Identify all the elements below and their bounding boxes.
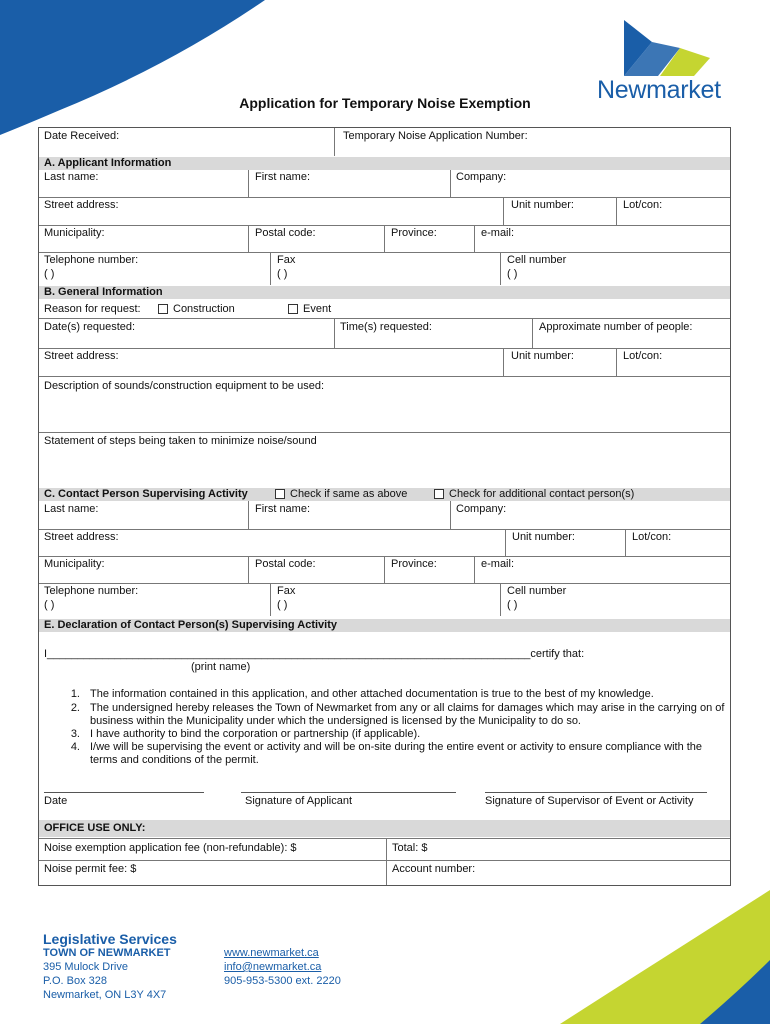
a-email-label: e-mail: bbox=[481, 227, 515, 239]
times-requested-label: Time(s) requested: bbox=[340, 321, 432, 333]
c-telephone-paren: ( ) bbox=[44, 599, 55, 611]
c-province-field[interactable] bbox=[391, 570, 471, 582]
c-province-label: Province: bbox=[391, 558, 437, 570]
c-postal-code-label: Postal code: bbox=[255, 558, 316, 570]
a-province-field[interactable] bbox=[391, 239, 471, 251]
c-telephone-field[interactable] bbox=[84, 599, 264, 611]
b-street-address-field[interactable] bbox=[44, 363, 499, 375]
a-street-address-label: Street address: bbox=[44, 199, 119, 211]
a-cell-label: Cell number bbox=[507, 254, 567, 266]
a-last-name-field[interactable] bbox=[44, 184, 244, 196]
a-lot-con-label: Lot/con: bbox=[623, 199, 663, 211]
a-street-address-field[interactable] bbox=[44, 212, 499, 224]
footer-town: TOWN OF NEWMARKET bbox=[43, 947, 171, 959]
footer-email-link[interactable]: info@newmarket.ca bbox=[224, 961, 322, 973]
a-telephone-field[interactable] bbox=[84, 268, 264, 280]
a-unit-number-label: Unit number: bbox=[511, 199, 574, 211]
a-unit-number-field[interactable] bbox=[510, 212, 612, 224]
a-fax-field[interactable] bbox=[317, 268, 495, 280]
a-telephone-label: Telephone number: bbox=[44, 254, 139, 266]
date-signature-line[interactable] bbox=[44, 792, 204, 793]
a-fax-label: Fax bbox=[277, 254, 296, 266]
c-unit-number-label: Unit number: bbox=[512, 531, 575, 543]
c-lot-con-label: Lot/con: bbox=[632, 531, 672, 543]
footer-address-line: P.O. Box 328 bbox=[43, 975, 108, 987]
c-unit-number-field[interactable] bbox=[512, 543, 620, 555]
total-label: Total: $ bbox=[392, 842, 428, 854]
c-cell-paren: ( ) bbox=[507, 599, 518, 611]
a-email-field[interactable] bbox=[520, 227, 725, 239]
people-label: Approximate number of people: bbox=[539, 321, 693, 333]
print-name-field[interactable] bbox=[60, 646, 540, 658]
c-first-name-field[interactable] bbox=[255, 516, 445, 528]
application-number-label: Temporary Noise Application Number: bbox=[343, 130, 528, 142]
people-field[interactable] bbox=[539, 334, 726, 346]
a-first-name-field[interactable] bbox=[255, 184, 445, 196]
additional-contact-checkbox[interactable] bbox=[434, 489, 444, 499]
b-lot-con-field[interactable] bbox=[622, 363, 726, 375]
certify-line: I_______________________________________________________________________________certify that: bbox=[44, 648, 585, 660]
print-name-caption: (print name) bbox=[191, 661, 251, 673]
application-number-field[interactable] bbox=[343, 142, 723, 154]
applicant-signature-caption: Signature of Applicant bbox=[245, 795, 353, 807]
b-unit-number-field[interactable] bbox=[510, 363, 612, 375]
c-email-field[interactable] bbox=[520, 558, 725, 570]
construction-label: Construction bbox=[173, 303, 235, 315]
declaration-item: 4. I/we will be supervising the event or activity and will be on-site during the entire event or activity to ensure compliance with the terms and conditions of the permit. bbox=[70, 741, 703, 766]
b-street-address-label: Street address: bbox=[44, 350, 119, 362]
a-last-name-label: Last name: bbox=[44, 171, 99, 183]
applicant-signature-line[interactable] bbox=[241, 792, 456, 793]
a-postal-code-label: Postal code: bbox=[255, 227, 316, 239]
c-cell-field[interactable] bbox=[547, 599, 725, 611]
statement-field[interactable] bbox=[44, 449, 726, 485]
declaration-item: 2. The undersigned hereby releases the Town of Newmarket from any or all claims for damages which may arise in the carrying on of business within the Municipality under which the undersigned is licensed by the Municipality to do so. bbox=[70, 702, 725, 727]
date-received-field[interactable] bbox=[130, 140, 330, 154]
footer-address-line: 395 Mulock Drive bbox=[43, 961, 128, 973]
c-fax-field[interactable] bbox=[317, 599, 495, 611]
section-e-heading: E. Declaration of Contact Person(s) Supervising Activity bbox=[39, 619, 730, 632]
c-cell-label: Cell number bbox=[507, 585, 567, 597]
description-label: Description of sounds/construction equipment to be used: bbox=[44, 380, 325, 392]
c-street-address-field[interactable] bbox=[44, 543, 499, 555]
times-requested-field[interactable] bbox=[340, 334, 528, 346]
a-municipality-label: Municipality: bbox=[44, 227, 105, 239]
a-lot-con-field[interactable] bbox=[622, 212, 726, 224]
date-received-label: Date Received: bbox=[44, 130, 120, 142]
section-c-heading: C. Contact Person Supervising Activity bbox=[39, 488, 730, 501]
declaration-item: 3. I have authority to bind the corporation or partnership (if applicable). bbox=[70, 728, 421, 740]
c-postal-code-field[interactable] bbox=[255, 570, 380, 582]
a-company-field[interactable] bbox=[456, 184, 726, 196]
dates-requested-field[interactable] bbox=[44, 334, 329, 346]
c-municipality-field[interactable] bbox=[44, 570, 244, 582]
c-last-name-field[interactable] bbox=[44, 516, 244, 528]
a-cell-field[interactable] bbox=[547, 268, 725, 280]
c-company-field[interactable] bbox=[456, 516, 726, 528]
permit-fee-label: Noise permit fee: $ bbox=[44, 863, 137, 875]
a-province-label: Province: bbox=[391, 227, 437, 239]
same-as-above-label: Check if same as above bbox=[290, 488, 408, 500]
c-fax-label: Fax bbox=[277, 585, 296, 597]
office-use-heading: OFFICE USE ONLY: bbox=[39, 820, 730, 837]
c-fax-paren: ( ) bbox=[277, 599, 288, 611]
application-fee-label: Noise exemption application fee (non-refundable): $ bbox=[44, 842, 297, 854]
event-checkbox[interactable] bbox=[288, 304, 298, 314]
dates-requested-label: Date(s) requested: bbox=[44, 321, 136, 333]
newmarket-logo-icon bbox=[618, 18, 718, 80]
reason-label: Reason for request: bbox=[44, 303, 141, 315]
description-field[interactable] bbox=[44, 394, 726, 430]
a-municipality-field[interactable] bbox=[44, 239, 244, 251]
date-caption: Date bbox=[44, 795, 68, 807]
declaration-item: 1. The information contained in this application, and other attached documentation is true to the best of my knowledge. bbox=[70, 688, 654, 700]
c-email-label: e-mail: bbox=[481, 558, 515, 570]
same-as-above-checkbox[interactable] bbox=[275, 489, 285, 499]
supervisor-signature-line[interactable] bbox=[485, 792, 707, 793]
footer-department: Legislative Services bbox=[43, 931, 177, 947]
a-first-name-label: First name: bbox=[255, 171, 311, 183]
c-street-address-label: Street address: bbox=[44, 531, 119, 543]
event-label: Event bbox=[303, 303, 332, 315]
section-a-heading: A. Applicant Information bbox=[39, 157, 730, 170]
construction-checkbox[interactable] bbox=[158, 304, 168, 314]
a-telephone-paren: ( ) bbox=[44, 268, 55, 280]
a-cell-paren: ( ) bbox=[507, 268, 518, 280]
page-title: Application for Temporary Noise Exemption bbox=[239, 95, 531, 111]
a-company-label: Company: bbox=[456, 171, 507, 183]
footer-address-line: Newmarket, ON L3Y 4X7 bbox=[43, 989, 167, 1001]
a-postal-code-field[interactable] bbox=[255, 239, 380, 251]
c-first-name-label: First name: bbox=[255, 503, 311, 515]
footer-website-link[interactable]: www.newmarket.ca bbox=[224, 947, 319, 959]
c-lot-con-field[interactable] bbox=[631, 543, 726, 555]
b-lot-con-label: Lot/con: bbox=[623, 350, 663, 362]
statement-label: Statement of steps being taken to minimize noise/sound bbox=[44, 435, 317, 447]
section-b-heading: B. General Information bbox=[39, 286, 730, 299]
c-company-label: Company: bbox=[456, 503, 507, 515]
c-last-name-label: Last name: bbox=[44, 503, 99, 515]
a-fax-paren: ( ) bbox=[277, 268, 288, 280]
account-number-label: Account number: bbox=[392, 863, 476, 875]
b-unit-number-label: Unit number: bbox=[511, 350, 574, 362]
footer-phone: 905-953-5300 ext. 2220 bbox=[224, 975, 341, 987]
supervisor-signature-caption: Signature of Supervisor of Event or Activity bbox=[485, 795, 694, 807]
additional-contact-label: Check for additional contact person(s) bbox=[449, 488, 635, 500]
c-telephone-label: Telephone number: bbox=[44, 585, 139, 597]
c-municipality-label: Municipality: bbox=[44, 558, 105, 570]
logo-wordmark: Newmarket bbox=[597, 76, 721, 104]
